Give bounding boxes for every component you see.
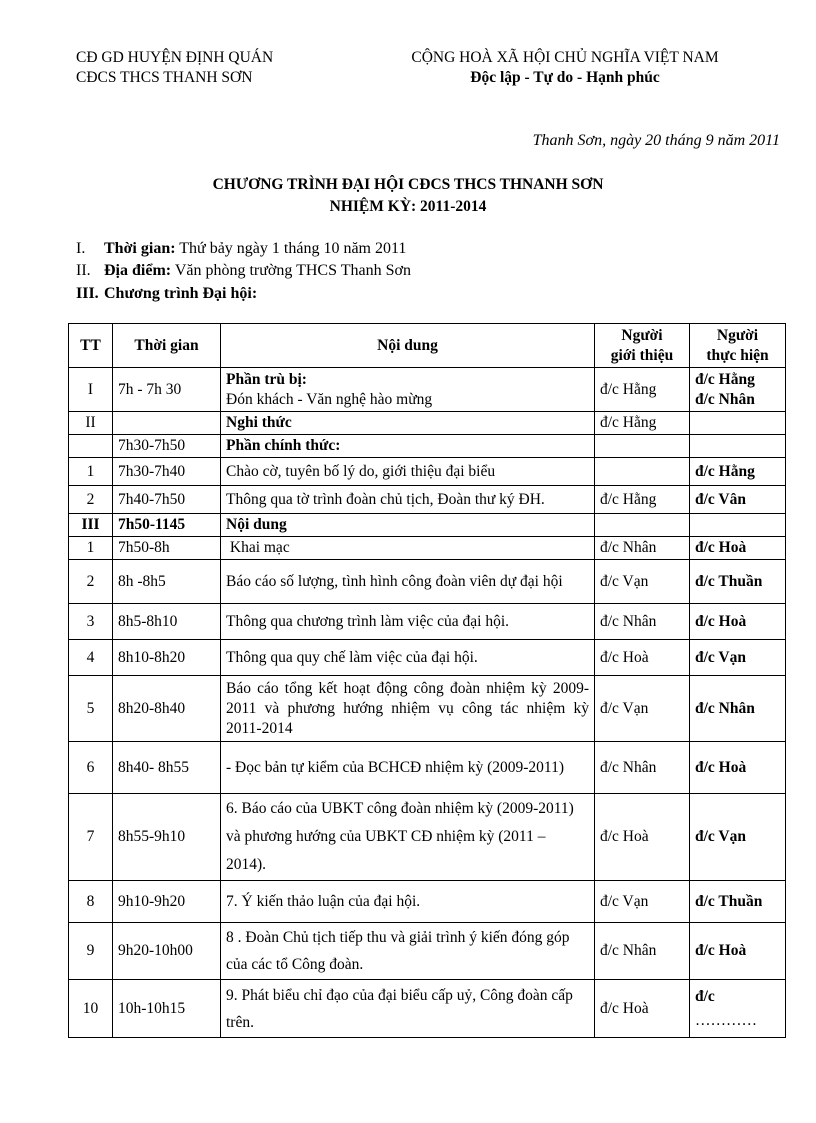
section-number: I. xyxy=(76,240,86,257)
cell-introducer: đ/c Nhân xyxy=(595,604,690,640)
cell-tt xyxy=(69,435,113,458)
nation-line-1: CỘNG HOÀ XÃ HỘI CHỦ NGHĨA VIỆT NAM xyxy=(411,49,719,66)
cell-executor xyxy=(690,435,786,458)
cell-time: 9h20-10h00 xyxy=(113,923,221,980)
cell-executor: đ/c Vạn xyxy=(690,640,786,676)
table-row xyxy=(69,435,786,458)
organization-header xyxy=(76,48,273,88)
cell-content-detail: Đón khách - Văn nghệ hào mừng xyxy=(226,390,433,408)
cell-executor xyxy=(690,514,786,537)
section-program xyxy=(76,283,257,305)
cell-executor: đ/c Thuần xyxy=(690,560,786,604)
nation-line-2: Độc lập - Tự do - Hạnh phúc xyxy=(470,69,660,86)
cell-content: - Đọc bản tự kiểm của BCHCĐ nhiệm kỳ (2009-2011) xyxy=(221,742,595,794)
cell-content: 6. Báo cáo của UBKT công đoàn nhiệm kỳ (2009-2011) và phương hướng của UBKT CĐ nhiệm kỳ (2011 – 2014). xyxy=(221,794,595,881)
cell-executor xyxy=(690,980,786,1038)
cell-executor-line2: ………… xyxy=(695,1011,757,1029)
national-header xyxy=(390,48,740,88)
cell-tt: 3 xyxy=(69,604,113,640)
cell-executor: đ/c Hoà xyxy=(690,604,786,640)
cell-tt: II xyxy=(69,412,113,435)
table-header-row xyxy=(69,324,786,368)
cell-time: 7h50-8h xyxy=(113,537,221,560)
cell-introducer: đ/c Vạn xyxy=(595,881,690,923)
cell-introducer: đ/c Nhân xyxy=(595,742,690,794)
cell-tt: 1 xyxy=(69,458,113,486)
cell-executor: đ/c Vạn xyxy=(690,794,786,881)
cell-tt: 9 xyxy=(69,923,113,980)
header-time: Thời gian xyxy=(113,324,221,368)
table-row xyxy=(69,560,786,604)
section-location xyxy=(76,260,411,282)
cell-content: Nghi thức xyxy=(221,412,595,435)
cell-introducer: đ/c Hoà xyxy=(595,794,690,881)
cell-introducer: đ/c Hằng xyxy=(595,368,690,412)
table-row xyxy=(69,640,786,676)
header-executor-line1: Người xyxy=(716,326,759,344)
header-introducer-line2: giới thiệu xyxy=(610,346,674,364)
cell-tt: 7 xyxy=(69,794,113,881)
section-number: II. xyxy=(76,262,91,279)
table-row xyxy=(69,486,786,514)
table-row xyxy=(69,742,786,794)
table-row xyxy=(69,412,786,435)
cell-introducer: đ/c Hằng xyxy=(595,486,690,514)
cell-content: Thông qua quy chế làm việc của đại hội. xyxy=(221,640,595,676)
cell-time xyxy=(113,412,221,435)
cell-introducer: đ/c Nhân xyxy=(595,537,690,560)
cell-tt: 10 xyxy=(69,980,113,1038)
cell-content: 9. Phát biểu chỉ đạo của đại biểu cấp uỷ, Công đoàn cấp trên. xyxy=(221,980,595,1038)
cell-tt: 8 xyxy=(69,881,113,923)
cell-executor xyxy=(690,368,786,412)
cell-tt: 6 xyxy=(69,742,113,794)
table-row xyxy=(69,537,786,560)
cell-time: 8h55-9h10 xyxy=(113,794,221,881)
cell-introducer xyxy=(595,458,690,486)
table-row xyxy=(69,604,786,640)
header-executor xyxy=(690,324,786,368)
cell-content: Chào cờ, tuyên bố lý do, giới thiệu đại biểu xyxy=(221,458,595,486)
table-row xyxy=(69,881,786,923)
cell-executor-line1: đ/c Hằng xyxy=(695,370,755,388)
cell-introducer: đ/c Vạn xyxy=(595,676,690,742)
cell-time: 8h20-8h40 xyxy=(113,676,221,742)
cell-content: Phần chính thức: xyxy=(221,435,595,458)
table-row xyxy=(69,794,786,881)
document-title: CHƯƠNG TRÌNH ĐẠI HỘI CĐCS THCS THNANH SƠN xyxy=(212,176,604,193)
cell-content: Báo cáo số lượng, tình hình công đoàn viên dự đại hội xyxy=(221,560,595,604)
table-row xyxy=(69,923,786,980)
cell-executor: đ/c Hoà xyxy=(690,537,786,560)
cell-time: 8h10-8h20 xyxy=(113,640,221,676)
header-executor-line2: thực hiện xyxy=(706,346,769,364)
cell-time: 10h-10h15 xyxy=(113,980,221,1038)
cell-time: 8h40- 8h55 xyxy=(113,742,221,794)
cell-tt: III xyxy=(69,514,113,537)
cell-executor xyxy=(690,412,786,435)
cell-tt: 4 xyxy=(69,640,113,676)
section-number: III. xyxy=(76,285,99,302)
table-row xyxy=(69,980,786,1038)
cell-time: 7h40-7h50 xyxy=(113,486,221,514)
date-line: Thanh Sơn, ngày 20 tháng 9 năm 2011 xyxy=(532,132,780,149)
cell-tt: 1 xyxy=(69,537,113,560)
cell-tt: 5 xyxy=(69,676,113,742)
cell-introducer: đ/c Vạn xyxy=(595,560,690,604)
cell-time: 7h30-7h50 xyxy=(113,435,221,458)
table-row xyxy=(69,676,786,742)
table-row xyxy=(69,368,786,412)
cell-time: 7h30-7h40 xyxy=(113,458,221,486)
cell-tt: I xyxy=(69,368,113,412)
cell-content: Báo cáo tổng kết hoạt động công đoàn nhiệm kỳ 2009-2011 và phương hướng nhiệm vụ công tác nhiệm kỳ 2011-2014 xyxy=(221,676,595,742)
cell-executor: đ/c Nhân xyxy=(690,676,786,742)
cell-introducer: đ/c Nhân xyxy=(595,923,690,980)
cell-content: Nội dung xyxy=(221,514,595,537)
cell-content: Khai mạc xyxy=(221,537,595,560)
document-term: NHIỆM KỲ: 2011-2014 xyxy=(329,198,487,215)
cell-time: 8h5-8h10 xyxy=(113,604,221,640)
cell-executor: đ/c Vân xyxy=(690,486,786,514)
cell-introducer: đ/c Hoà xyxy=(595,980,690,1038)
cell-content: 8 . Đoàn Chủ tịch tiếp thu và giải trình ý kiến đóng góp của các tổ Công đoàn. xyxy=(221,923,595,980)
cell-executor-line1: đ/c xyxy=(695,987,715,1005)
cell-content: 7. Ý kiến thảo luận của đại hội. xyxy=(221,881,595,923)
org-line-1: CĐ GD HUYỆN ĐỊNH QUÁN xyxy=(76,49,274,66)
cell-executor: đ/c Thuần xyxy=(690,881,786,923)
cell-content-heading: Phần trù bị: xyxy=(226,370,307,388)
cell-time: 8h -8h5 xyxy=(113,560,221,604)
section-time xyxy=(76,238,406,260)
header-tt: TT xyxy=(69,324,113,368)
cell-executor: đ/c Hoà xyxy=(690,923,786,980)
org-line-2: CĐCS THCS THANH SƠN xyxy=(76,69,253,86)
table-row xyxy=(69,514,786,537)
cell-introducer xyxy=(595,435,690,458)
cell-time: 7h50-1145 xyxy=(113,514,221,537)
cell-time: 7h - 7h 30 xyxy=(113,368,221,412)
cell-executor: đ/c Hằng xyxy=(690,458,786,486)
cell-tt: 2 xyxy=(69,560,113,604)
cell-content xyxy=(221,368,595,412)
cell-content: Thông qua chương trình làm việc của đại hội. xyxy=(221,604,595,640)
section-value: Văn phòng trường THCS Thanh Sơn xyxy=(171,262,411,279)
header-content: Nội dung xyxy=(221,324,595,368)
section-label: Chương trình Đại hội: xyxy=(104,285,258,302)
cell-introducer: đ/c Hằng xyxy=(595,412,690,435)
section-value: Thứ bảy ngày 1 tháng 10 năm 2011 xyxy=(175,240,407,257)
cell-executor-line2: đ/c Nhân xyxy=(695,390,755,408)
section-label: Địa điểm: xyxy=(104,262,172,279)
cell-content: Thông qua tờ trình đoàn chủ tịch, Đoàn thư ký ĐH. xyxy=(221,486,595,514)
header-introducer xyxy=(595,324,690,368)
section-label: Thời gian: xyxy=(104,240,176,257)
cell-executor: đ/c Hoà xyxy=(690,742,786,794)
cell-time: 9h10-9h20 xyxy=(113,881,221,923)
cell-introducer: đ/c Hoà xyxy=(595,640,690,676)
program-table xyxy=(68,323,786,1038)
cell-introducer xyxy=(595,514,690,537)
cell-tt: 2 xyxy=(69,486,113,514)
header-introducer-line1: Người xyxy=(621,326,663,344)
table-row xyxy=(69,458,786,486)
